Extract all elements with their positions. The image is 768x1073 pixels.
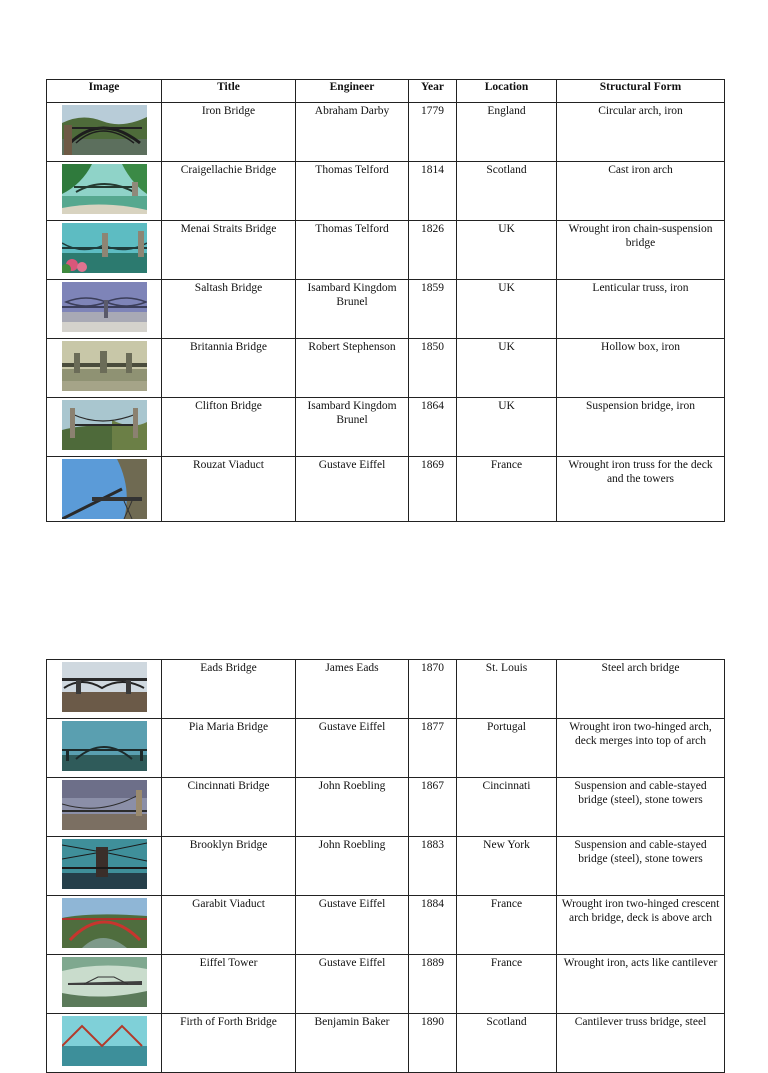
bridge-year: 1850: [409, 339, 457, 398]
bridge-year: 1826: [409, 221, 457, 280]
bridge-photo: [62, 839, 147, 889]
table-row: [47, 457, 725, 522]
bridge-location: UK: [457, 221, 557, 280]
table-row: [47, 398, 725, 457]
bridge-structural-form: Cantilever truss bridge, steel: [557, 1014, 725, 1073]
bridge-image-cell: [47, 778, 162, 837]
bridge-title: Rouzat Viaduct: [162, 457, 296, 522]
bridge-image-cell: [47, 398, 162, 457]
table-row: [47, 339, 725, 398]
bridge-location: Scotland: [457, 1014, 557, 1073]
table-row: [47, 162, 725, 221]
bridge-year: 1869: [409, 457, 457, 522]
bridge-title: Garabit Viaduct: [162, 896, 296, 955]
bridge-engineer: Benjamin Baker: [296, 1014, 409, 1073]
bridge-structural-form: Wrought iron two-hinged arch, deck merges into top of arch: [557, 719, 725, 778]
bridge-year: 1779: [409, 103, 457, 162]
table-row: [47, 896, 725, 955]
bridge-title: Eads Bridge: [162, 660, 296, 719]
bridge-image-cell: [47, 339, 162, 398]
bridge-year: 1867: [409, 778, 457, 837]
bridge-structural-form: Wrought iron two-hinged crescent arch bridge, deck is above arch: [557, 896, 725, 955]
header-engineer: Engineer: [296, 80, 409, 103]
bridge-structural-form: Cast iron arch: [557, 162, 725, 221]
bridge-photo: [62, 780, 147, 830]
bridge-engineer: John Roebling: [296, 778, 409, 837]
bridge-location: UK: [457, 280, 557, 339]
bridge-engineer: Isambard Kingdom Brunel: [296, 398, 409, 457]
bridge-structural-form: Lenticular truss, iron: [557, 280, 725, 339]
bridge-engineer: Isambard Kingdom Brunel: [296, 280, 409, 339]
bridge-location: England: [457, 103, 557, 162]
bridge-engineer: James Eads: [296, 660, 409, 719]
bridge-photo: [62, 282, 147, 332]
bridge-engineer: Thomas Telford: [296, 221, 409, 280]
table-row: [47, 221, 725, 280]
bridge-year: 1890: [409, 1014, 457, 1073]
bridge-image-cell: [47, 221, 162, 280]
bridge-image-cell: [47, 660, 162, 719]
header-structural-form: Structural Form: [557, 80, 725, 103]
bridges-table-1: [46, 79, 725, 522]
bridge-year: 1870: [409, 660, 457, 719]
bridge-title: Eiffel Tower: [162, 955, 296, 1014]
bridge-structural-form: Circular arch, iron: [557, 103, 725, 162]
bridge-title: Iron Bridge: [162, 103, 296, 162]
bridge-title: Clifton Bridge: [162, 398, 296, 457]
bridge-engineer: Gustave Eiffel: [296, 955, 409, 1014]
bridge-image-cell: [47, 896, 162, 955]
bridge-structural-form: Wrought iron truss for the deck and the towers: [557, 457, 725, 522]
table-row: [47, 660, 725, 719]
bridge-title: Menai Straits Bridge: [162, 221, 296, 280]
bridge-image-cell: [47, 837, 162, 896]
bridge-title: Brooklyn Bridge: [162, 837, 296, 896]
bridges-table-2: [46, 659, 725, 1073]
bridge-engineer: Gustave Eiffel: [296, 896, 409, 955]
bridge-engineer: Gustave Eiffel: [296, 719, 409, 778]
table-row: [47, 955, 725, 1014]
bridge-year: 1864: [409, 398, 457, 457]
bridge-location: France: [457, 457, 557, 522]
bridge-location: Cincinnati: [457, 778, 557, 837]
header-location: Location: [457, 80, 557, 103]
bridge-year: 1814: [409, 162, 457, 221]
table-row: [47, 103, 725, 162]
bridge-image-cell: [47, 719, 162, 778]
bridge-photo: [62, 898, 147, 948]
bridge-image-cell: [47, 1014, 162, 1073]
bridge-location: New York: [457, 837, 557, 896]
bridge-location: France: [457, 896, 557, 955]
bridge-title: Britannia Bridge: [162, 339, 296, 398]
bridge-structural-form: Wrought iron chain-suspension bridge: [557, 221, 725, 280]
bridge-title: Cincinnati Bridge: [162, 778, 296, 837]
bridge-image-cell: [47, 457, 162, 522]
bridge-photo: [62, 223, 147, 273]
bridge-image-cell: [47, 955, 162, 1014]
bridge-photo: [62, 662, 147, 712]
bridge-photo: [62, 957, 147, 1007]
bridge-image-cell: [47, 162, 162, 221]
bridge-year: 1859: [409, 280, 457, 339]
table-row: [47, 280, 725, 339]
bridge-engineer: Thomas Telford: [296, 162, 409, 221]
bridge-photo: [62, 164, 147, 214]
bridge-photo: [62, 721, 147, 771]
header-title: Title: [162, 80, 296, 103]
table-row: [47, 719, 725, 778]
bridge-image-cell: [47, 103, 162, 162]
bridge-location: UK: [457, 398, 557, 457]
bridge-location: Scotland: [457, 162, 557, 221]
bridge-year: 1884: [409, 896, 457, 955]
bridge-structural-form: Suspension bridge, iron: [557, 398, 725, 457]
bridge-title: Pia Maria Bridge: [162, 719, 296, 778]
bridge-photo: [62, 459, 147, 519]
bridge-location: France: [457, 955, 557, 1014]
bridge-title: Firth of Forth Bridge: [162, 1014, 296, 1073]
header-year: Year: [409, 80, 457, 103]
table-row: [47, 837, 725, 896]
bridge-engineer: Gustave Eiffel: [296, 457, 409, 522]
bridge-location: Portugal: [457, 719, 557, 778]
bridge-structural-form: Suspension and cable-stayed bridge (steel), stone towers: [557, 778, 725, 837]
bridge-photo: [62, 341, 147, 391]
bridge-photo: [62, 105, 147, 155]
bridge-engineer: John Roebling: [296, 837, 409, 896]
bridge-engineer: Robert Stephenson: [296, 339, 409, 398]
bridge-structural-form: Hollow box, iron: [557, 339, 725, 398]
bridge-year: 1877: [409, 719, 457, 778]
bridge-year: 1889: [409, 955, 457, 1014]
bridge-photo: [62, 400, 147, 450]
bridge-location: UK: [457, 339, 557, 398]
bridge-structural-form: Wrought iron, acts like cantilever: [557, 955, 725, 1014]
bridge-structural-form: Steel arch bridge: [557, 660, 725, 719]
bridge-location: St. Louis: [457, 660, 557, 719]
table-row: [47, 778, 725, 837]
table-row: [47, 1014, 725, 1073]
bridge-engineer: Abraham Darby: [296, 103, 409, 162]
header-image: Image: [47, 80, 162, 103]
bridge-structural-form: Suspension and cable-stayed bridge (steel), stone towers: [557, 837, 725, 896]
header-row: [47, 80, 725, 103]
bridge-title: Craigellachie Bridge: [162, 162, 296, 221]
bridge-year: 1883: [409, 837, 457, 896]
bridge-title: Saltash Bridge: [162, 280, 296, 339]
bridge-image-cell: [47, 280, 162, 339]
